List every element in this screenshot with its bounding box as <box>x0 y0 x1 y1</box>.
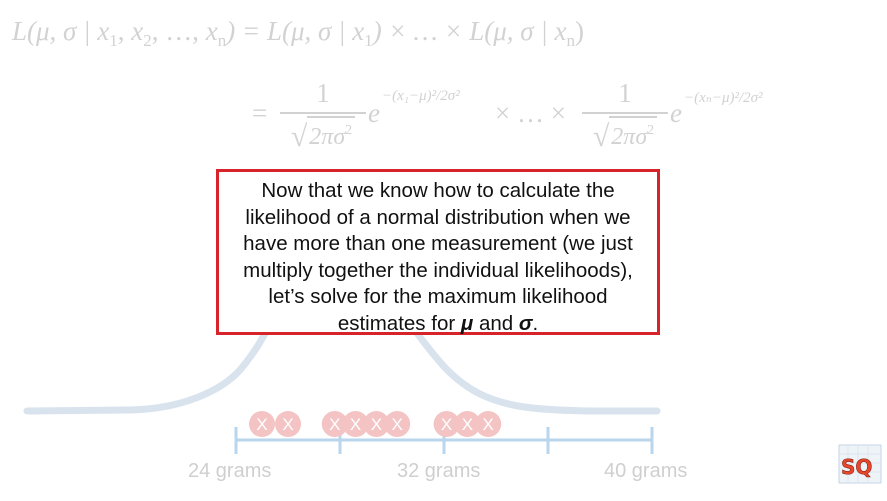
fraction-1-square: 2 <box>345 123 353 138</box>
eq2-equals: = <box>252 98 268 128</box>
data-point-x-label: X <box>461 415 474 434</box>
data-point-markers <box>249 411 501 437</box>
eq1-sep: , <box>117 16 132 46</box>
fraction-1-numerator: 1 <box>316 78 330 108</box>
eq1-x2: x <box>131 16 144 46</box>
eq1-xn: x <box>205 16 218 46</box>
eq1-end: ) <box>575 16 584 46</box>
data-point-x-label: X <box>256 415 268 434</box>
eq2-e-n-text: e <box>670 98 682 128</box>
data-point-x-label: X <box>482 415 494 434</box>
callout-line-1: Now that we know how to calculate the <box>261 179 615 202</box>
eq2-exponent-1: −(x₁−μ)²/2σ² <box>382 88 460 104</box>
data-point-x-label: X <box>440 415 453 434</box>
callout-period: . <box>532 311 539 335</box>
fraction-n-numerator: 1 <box>618 78 632 108</box>
callout-sigma: σ <box>518 311 533 335</box>
data-point-x-label: X <box>329 415 341 434</box>
logo-text: SQ <box>841 455 873 479</box>
eq2-exponent-n: −(xₙ−μ)²/2σ² <box>684 90 763 106</box>
data-point-x-label: X <box>349 415 362 434</box>
eq1-sub-2: 2 <box>143 31 152 50</box>
callout-line-6-pre: estimates for <box>337 311 461 335</box>
fraction-n-radicand: 2πσ <box>611 124 648 150</box>
callout-line-5: let’s solve for the maximum likelihood <box>268 285 608 308</box>
eq1-lhs: L(μ, σ | x <box>12 16 110 46</box>
sqrt-icon: √ <box>592 120 610 153</box>
normal-curve-left <box>27 324 270 411</box>
data-point-x-label: X <box>370 415 383 434</box>
axis-label-24-grams: 24 grams <box>188 460 272 482</box>
eq1-mid-sub-n: n <box>566 31 575 50</box>
eq2-e-1-text: e <box>368 98 380 128</box>
data-point-x-label: X <box>391 415 403 434</box>
data-point-x-label: X <box>282 415 294 434</box>
fraction-1-radicand: 2πσ <box>309 124 346 150</box>
callout-line-6 <box>225 311 651 338</box>
eq1-rhs-sub-1: 1 <box>364 31 373 50</box>
fraction-n-square: 2 <box>647 123 655 138</box>
axis-label-32-grams: 32 grams <box>397 460 481 482</box>
callout-and: and <box>473 311 519 335</box>
callout-line-2: likelihood of a normal distribution when we <box>245 205 631 229</box>
eq1-sub-n: n <box>217 31 227 50</box>
axis-label-40-grams: 40 grams <box>604 460 688 482</box>
callout-line-3: have more than one measurement (we just <box>243 232 633 255</box>
eq1-mid: ) × … × L(μ, σ | x <box>372 16 567 46</box>
callout-mu: μ <box>460 311 474 335</box>
normal-curve-right <box>410 324 657 411</box>
callout-line-4: multiply together the individual likelihoods), <box>243 258 633 282</box>
eq2-times-ellipsis: × … × <box>495 98 566 128</box>
eq1-rhs: ) = L(μ, σ | x <box>226 16 365 46</box>
statquest-logo <box>838 442 882 486</box>
sqrt-icon: √ <box>290 120 308 153</box>
explanation-callout <box>216 169 660 335</box>
eq1-ellipsis: , …, <box>151 16 206 46</box>
eq1-sub-1: 1 <box>109 31 118 50</box>
